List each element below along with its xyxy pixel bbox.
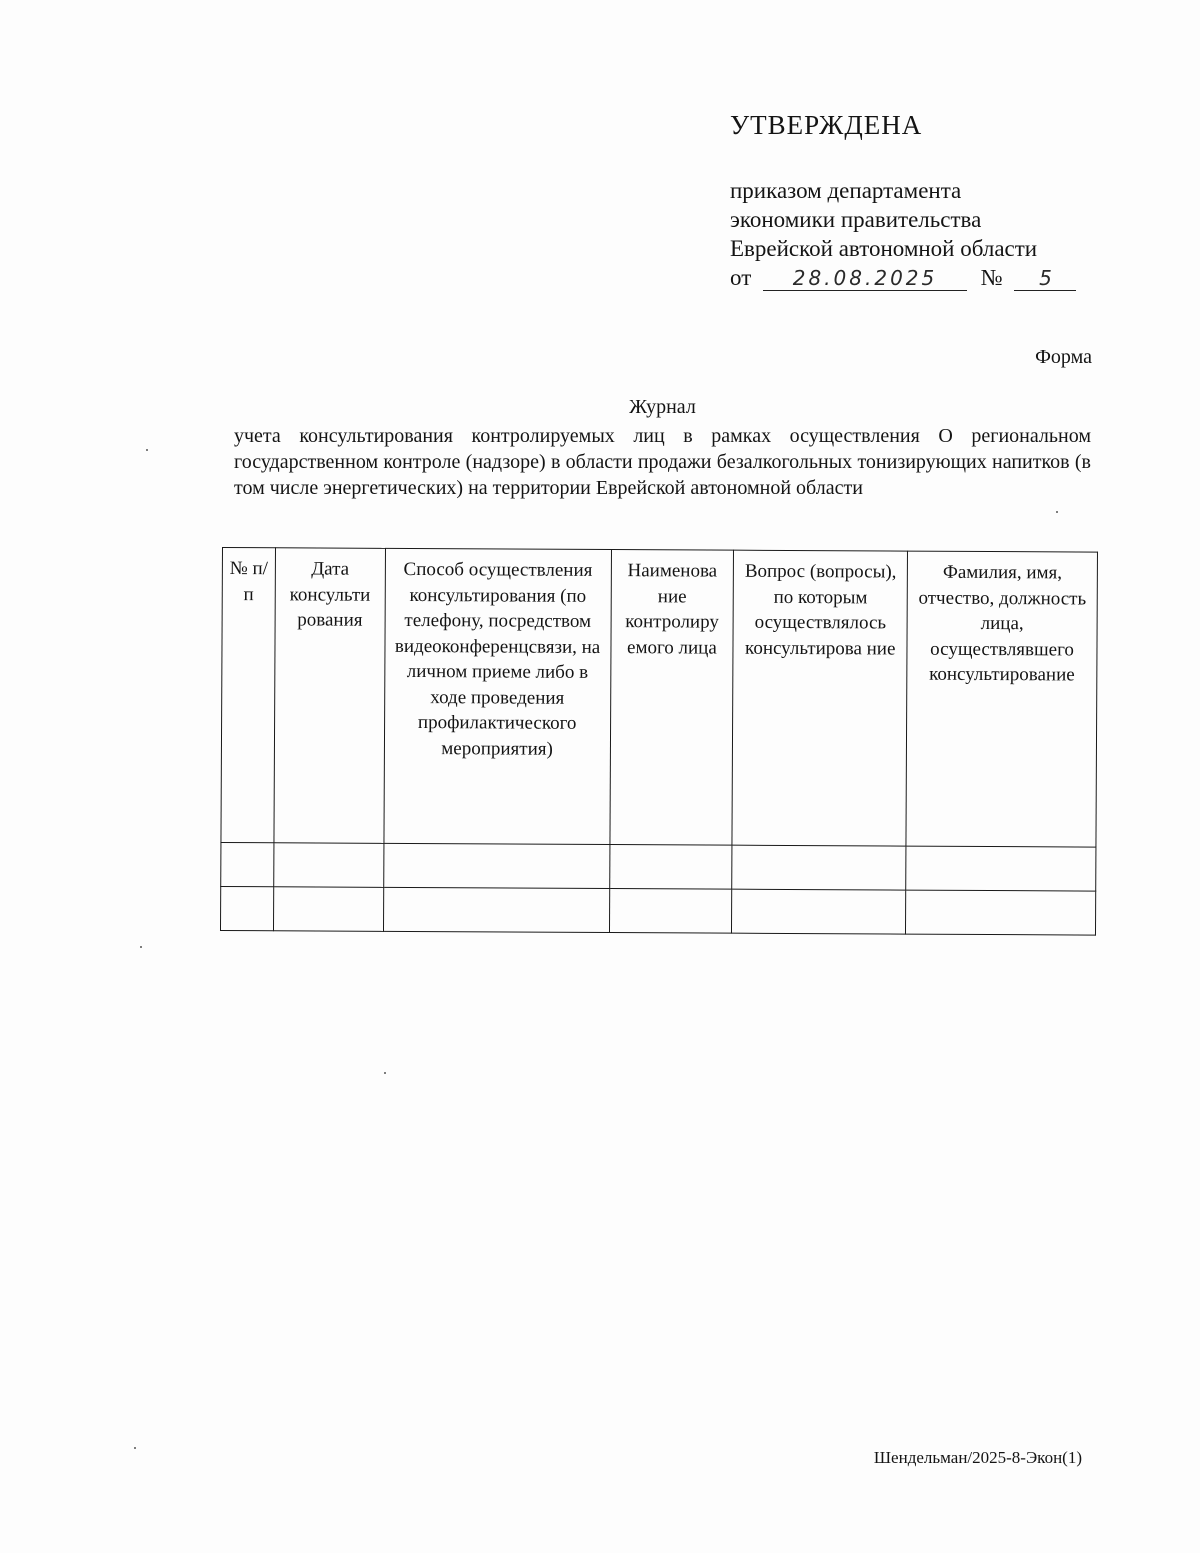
journal-table bbox=[220, 547, 1098, 936]
approved-title: УТВЕРЖДЕНА bbox=[730, 110, 923, 140]
table-cell bbox=[906, 890, 1096, 935]
table-row bbox=[221, 842, 1096, 891]
table-cell bbox=[609, 845, 732, 890]
scan-speck bbox=[1056, 511, 1058, 513]
journal-description: учета консультирования контролируемых лиц в рамках осуществления О региональном государственном контроле (надзоре) в области продажи безалкогольных тонизирующих напитков (в том числе энергетических) на территории Еврейской автономной области bbox=[234, 425, 1091, 499]
table-cell bbox=[609, 889, 732, 934]
scan-speck bbox=[134, 1447, 136, 1449]
header-consultant: Фамилия, имя, отчество, должность лица, осуществлявшего консультирование bbox=[906, 551, 1097, 847]
order-number-field: 5 bbox=[1014, 266, 1076, 291]
table-header-row bbox=[221, 548, 1098, 848]
order-line-1: приказом департамента bbox=[730, 178, 962, 203]
scan-speck bbox=[384, 1072, 386, 1074]
from-label: от bbox=[730, 265, 752, 290]
document-code: Шендельман/2025-8-Экон(1) bbox=[873, 1448, 1082, 1467]
header-consultation-method: Способ осуществления консультирования (по телефону, посредством видеоконференцсвязи, на личном приеме либо в ходе проведения профилактического мероприятия) bbox=[384, 548, 611, 844]
approval-block bbox=[730, 108, 1130, 293]
table-cell bbox=[383, 887, 609, 932]
table-cell bbox=[274, 843, 384, 888]
header-number: № п/п bbox=[221, 548, 275, 843]
table-cell bbox=[732, 889, 906, 934]
order-date-line bbox=[730, 263, 1130, 293]
header-consultation-date: Дата консульти рования bbox=[274, 548, 385, 844]
table-cell bbox=[732, 845, 906, 890]
order-date-field: 28.08.2025 bbox=[763, 266, 967, 291]
table-cell bbox=[273, 887, 383, 932]
order-line-2: экономики правительства bbox=[730, 207, 982, 232]
number-label: № bbox=[980, 265, 1003, 290]
table-cell bbox=[220, 886, 273, 930]
table-row bbox=[220, 886, 1095, 935]
table-cell bbox=[221, 842, 274, 886]
table-cell bbox=[383, 843, 609, 888]
scan-speck bbox=[140, 946, 142, 948]
header-questions: Вопрос (вопросы), по которым осуществлялось консультирова ние bbox=[732, 550, 907, 846]
order-line-3: Еврейской автономной области bbox=[730, 236, 1038, 261]
table-cell bbox=[906, 846, 1096, 891]
form-label: Форма bbox=[1035, 346, 1092, 368]
header-controlled-entity: Наименова ние контролиру емого лица bbox=[609, 550, 733, 846]
journal-title: Журнал bbox=[629, 396, 696, 418]
scan-speck bbox=[146, 449, 148, 451]
